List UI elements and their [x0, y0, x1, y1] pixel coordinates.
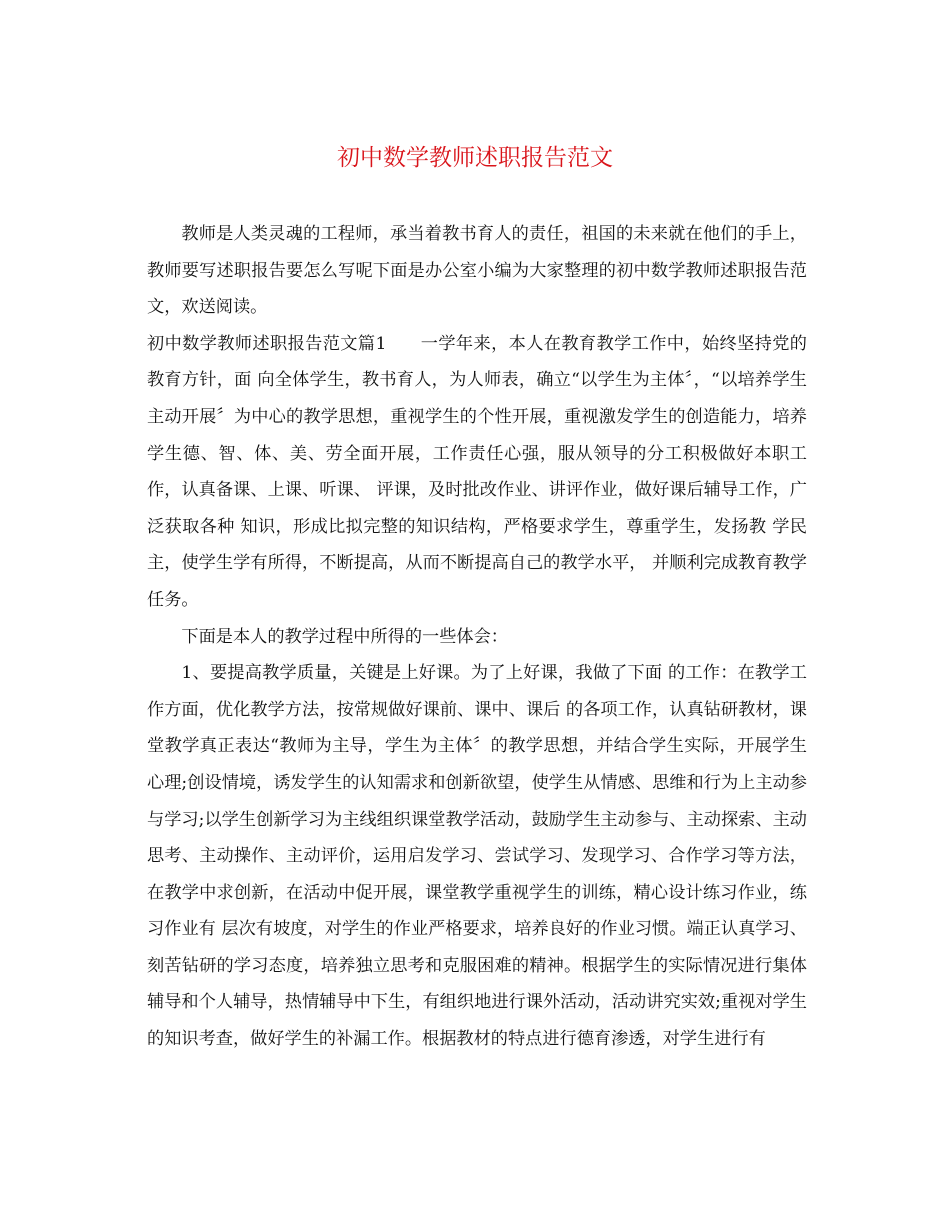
intro-paragraph: 教师是人类灵魂的工程师，承当着教书育人的责任，祖国的未来就在他们的手上，教师要写述职报告要怎么写呢下面是办公室小编为大家整理的初中数学教师述职报告范文，欢送阅读。 [147, 224, 807, 318]
page-title: 初中数学教师述职报告范文 [337, 145, 613, 171]
point-1-paragraph: 1、要提高教学质量，关键是上好课。为了上好课，我做了下面 的工作：在教学工作方面，优化教学方法，按常规做好课前、课中、课后 的各项工作，认真钻研教材，课堂教学真正表达“教师为主导，学生为主体〞的教学思想，并结合学生实际，开展学生心理;创设情境，诱发学生的认知需求和创新欲望，使学生从情感、思维和行为上主动参与学习;以学生创新学习为主线组织课堂教学活动，鼓励学生主动参与、主动探索、主动思考、主动操作、主动评价，运用启发学习、尝试学习、发现学习、合作学习等方法，在教学中求创新，在活动中促开展，课堂教学重视学生的训练，精心设计练习作业，练习作业有 层次有坡度，对学生的作业严格要求，培养良好的作业习惯。端正认真学习、刻苦钻研的学习态度，培养独立思考和克服困难的精神。根据学生的实际情况进行集体辅导和个人辅导，热情辅导中下生，有组织地进行课外活动，活动讲究实效;重视对学生的知识考查，做好学生的补漏工作。根据教材的特点进行德育渗透，对学生进行有 [147, 663, 807, 1050]
section-paragraph [147, 326, 807, 619]
section-heading: 初中数学教师述职报告范文篇1 [147, 333, 387, 354]
experience-intro-paragraph: 下面是本人的教学过程中所得的一些体会： [181, 626, 508, 647]
document-body [147, 216, 807, 1058]
section-body: 一学年来，本人在教育教学工作中，始终坚持党的教育方针，面 向全体学生，教书育人，为人师表，确立“以学生为主体〞，“以培养学生主动开展〞为中心的教学思想，重视学生的个性开展，重视激发学生的创造能力，培养学生德、智、体、美、劳全面开展，工作责任心强，服从领导的分工积极做好本职工作，认真备课、上课、听课、 评课，及时批改作业、讲评作业，做好课后辅导工作，广泛获取各种 知识，形成比拟完整的知识结构，严格要求学生，尊重学生，发扬教 学民主，使学生学有所得，不断提高，从而不断提高自己的教学水平， 并顺利完成教育教学任务。 [147, 333, 807, 610]
